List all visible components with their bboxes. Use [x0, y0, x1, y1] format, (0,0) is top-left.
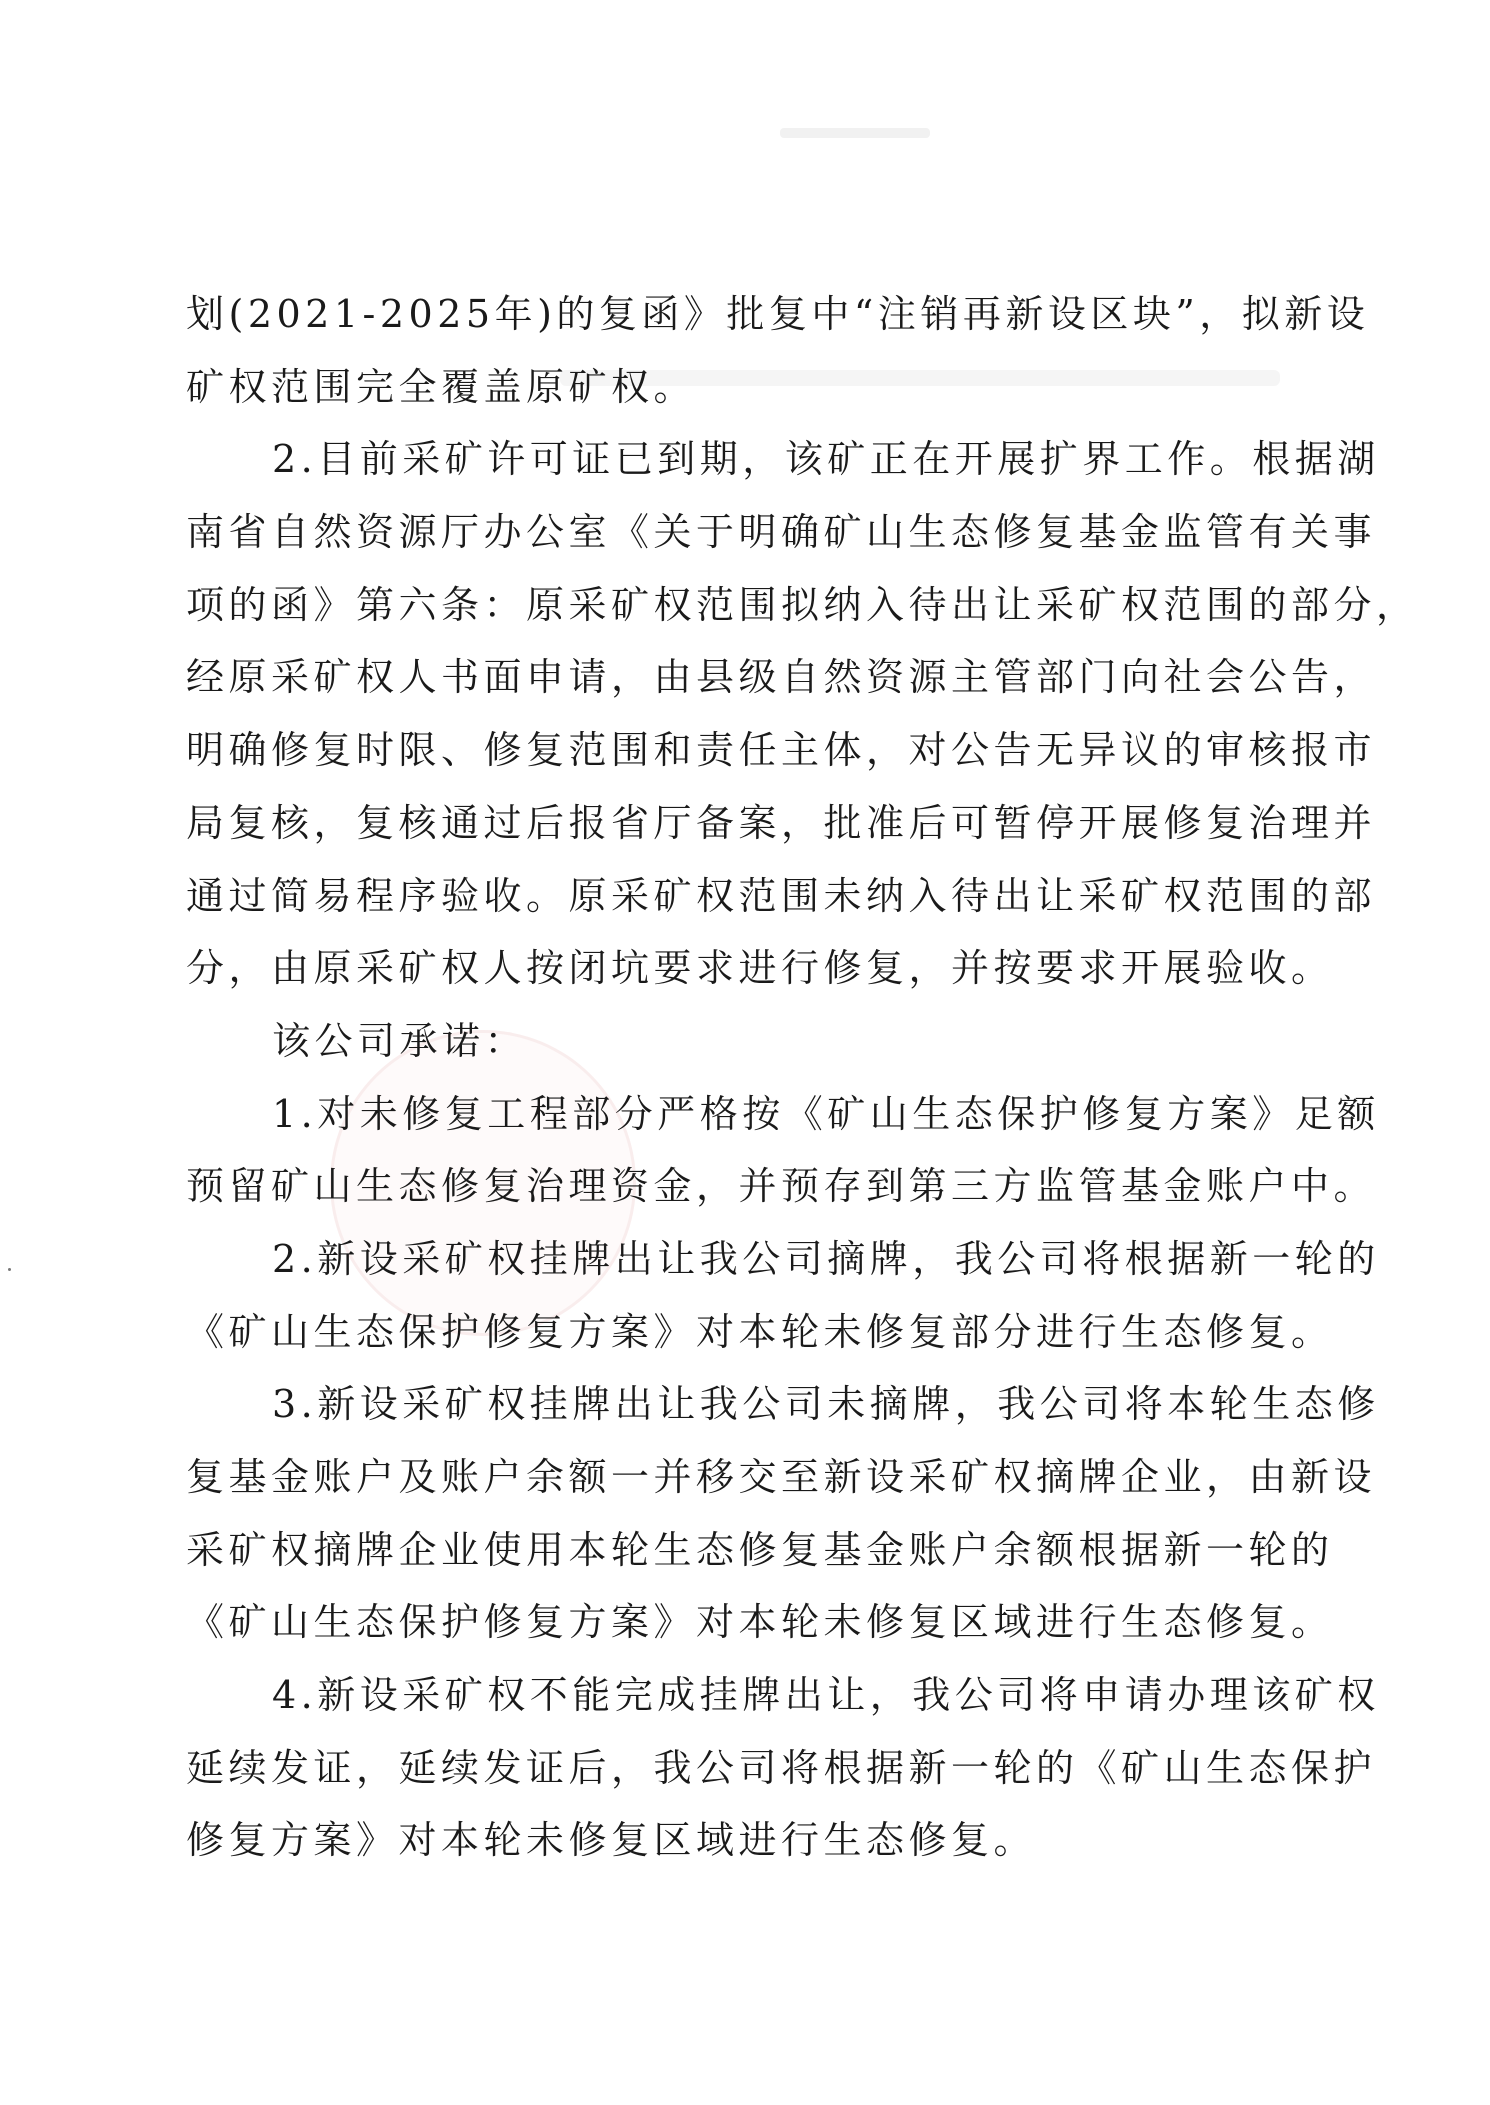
paragraph-line: 项的函》第六条：原采矿权范围拟纳入待出让采矿权范围的部分， [186, 582, 1419, 627]
paragraph-line: 2.目前采矿许可证已到期，该矿正在开展扩界工作。根据湖 [272, 437, 1380, 482]
paragraph-line: 划(2021-2025年)的复函》批复中“注销再新设区块”，拟新设 [186, 292, 1370, 336]
paragraph-line: 《矿山生态保护修复方案》对本轮未修复部分进行生态修复。 [186, 1309, 1334, 1354]
paragraph-line: 延续发证，延续发证后，我公司将根据新一轮的《矿山生态保护 [186, 1745, 1377, 1790]
paragraph-line: 明确修复时限、修复范围和责任主体，对公告无异议的审核报市 [186, 728, 1377, 773]
paragraph-line: 3.新设采矿权挂牌出让我公司未摘牌，我公司将本轮生态修 [272, 1382, 1380, 1427]
paragraph-line: 预留矿山生态修复治理资金，并预存到第三方监管基金账户中。 [186, 1164, 1377, 1209]
scan-artifact [780, 128, 930, 138]
paragraph-line: 复基金账户及账户余额一并移交至新设采矿权摘牌企业，由新设 [186, 1455, 1377, 1499]
paragraph-line: 1.对未修复工程部分严格按《矿山生态保护修复方案》足额 [272, 1091, 1380, 1136]
paragraph-line: 局复核，复核通过后报省厅备案，批准后可暂停开展修复治理并 [186, 800, 1377, 845]
paragraph-line: 该公司承诺： [272, 1018, 528, 1063]
paragraph-line: 矿权范围完全覆盖原矿权。 [186, 364, 697, 409]
scan-speck [8, 1268, 11, 1271]
paragraph-line: 经原采矿权人书面申请，由县级自然资源主管部门向社会公告， [186, 655, 1377, 700]
paragraph-line: 南省自然资源厅办公室《关于明确矿山生态修复基金监管有关事 [186, 510, 1377, 555]
paragraph-line: 2.新设采矿权挂牌出让我公司摘牌，我公司将根据新一轮的 [272, 1236, 1380, 1281]
paragraph-line: 分，由原采矿权人按闭坑要求进行修复，并按要求开展验收。 [186, 946, 1334, 991]
paragraph-line: 修复方案》对本轮未修复区域进行生态修复。 [186, 1818, 1037, 1863]
document-body [186, 278, 1419, 1877]
paragraph-line: 《矿山生态保护修复方案》对本轮未修复区域进行生态修复。 [186, 1600, 1334, 1645]
paragraph-line: 4.新设采矿权不能完成挂牌出让，我公司将申请办理该矿权 [272, 1673, 1380, 1718]
paragraph-line: 通过简易程序验收。原采矿权范围未纳入待出让采矿权范围的部 [186, 873, 1377, 918]
paragraph-line: 采矿权摘牌企业使用本轮生态修复基金账户余额根据新一轮的 [186, 1527, 1334, 1572]
